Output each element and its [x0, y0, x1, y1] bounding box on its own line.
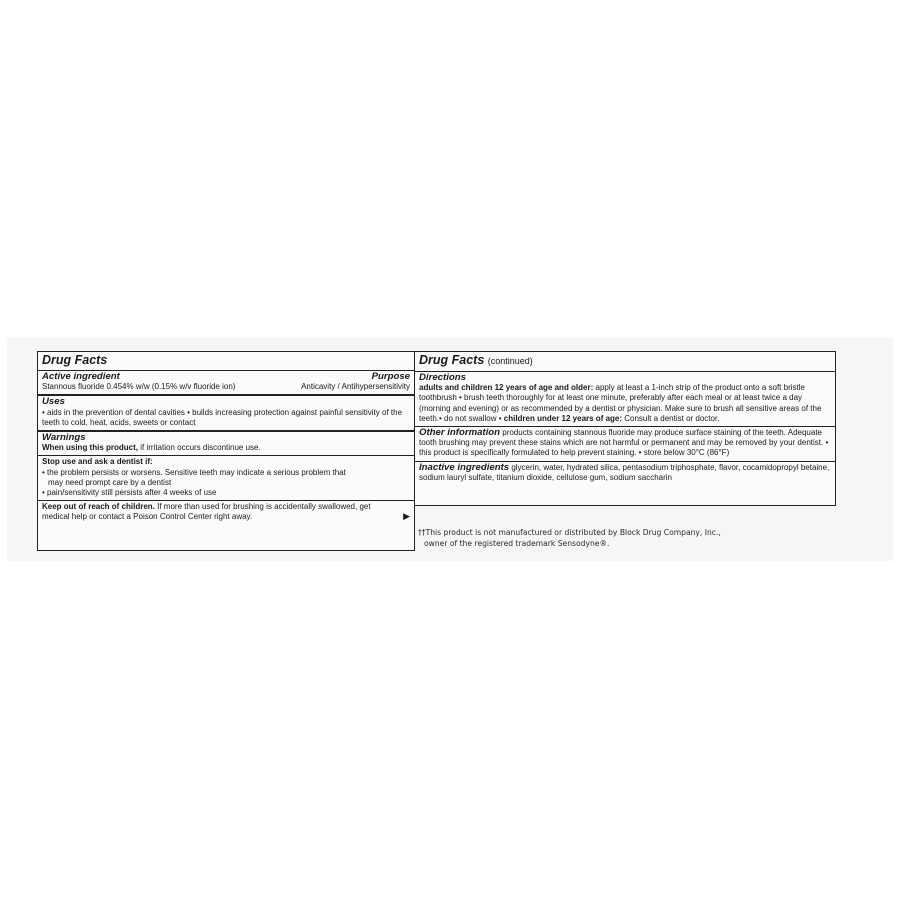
stop-use-item: • the problem persists or worsens. Sensitive teeth may indicate a serious problem that — [42, 467, 346, 477]
inactive-ingredients-text: glycerin, water, hydrated silica, pentasodium triphosphate, flavor, cocamidopropyl betaine, sodium lauryl sulfate, titanium dioxide, cellulose gum, sodium saccharin — [419, 462, 830, 482]
stop-use-section — [38, 456, 414, 501]
footnote-line: ††This product is not manufactured or distributed by Block Drug Company, Inc., — [418, 528, 721, 537]
stop-use-item: • pain/sensitivity still persists after 4 weeks of use — [42, 488, 217, 498]
stop-use-item: may need prompt care by a dentist — [48, 477, 172, 487]
continued-arrow-icon: ▶ — [403, 511, 410, 522]
keep-out-text: If more than used for brushing is accidentally swallowed, get medical help or contact a Poison Control Center right away. — [42, 502, 371, 522]
keep-out-heading: Keep out of reach of children. — [42, 502, 155, 512]
trademark-footnote — [418, 528, 828, 549]
inactive-ingredients-heading: Inactive ingredients — [419, 461, 510, 473]
drug-facts-panel — [8, 338, 892, 560]
uses-heading: Uses — [42, 396, 65, 408]
keep-out-section — [38, 501, 414, 524]
other-information-text: products containing stannous fluoride may produce surface staining of the teeth. Adequate tooth brushing may prevent these stains which are not harmful or permanent and may be removed by your dentist. • this product is specifically formulated to help prevent staining. • store below 30°C (86°F) — [419, 428, 829, 458]
inactive-ingredients-section — [415, 462, 835, 485]
other-information-section — [415, 427, 835, 462]
active-ingredient-heading: Active ingredient — [42, 371, 120, 382]
uses-section — [38, 396, 414, 432]
other-information-heading: Other information — [419, 427, 501, 439]
active-ingredient-section — [38, 371, 414, 396]
uses-text: • aids in the prevention of dental cavities • builds increasing protection against painful sensitivity of the teeth to cold, heat, acids, sweets or contact — [42, 407, 403, 427]
purpose-heading: Purpose — [371, 371, 410, 382]
drug-facts-left-box — [37, 351, 415, 551]
when-using-text: When using this product, if irritation occurs discontinue use. — [42, 443, 261, 453]
directions-section — [415, 372, 835, 427]
footnote-line: owner of the registered trademark Sensodyne®. — [424, 538, 610, 548]
directions-heading: Directions — [419, 372, 466, 383]
drug-facts-title: Drug Facts — [38, 352, 414, 371]
warnings-heading: Warnings — [42, 432, 86, 444]
directions-text: adults and children 12 years of age and older: apply at least a 1-inch strip of the product onto a soft bristle toothbrush • brush teeth thoroughly for at least one minute, preferably after each meal or at least twice a day (morning and evening) or as recommended by a dentist or physician. Make sure to brush all sensitive areas of the teeth.• do not swallow • children under 12 years of age: Consult a dentist or doctor. — [419, 383, 822, 423]
stop-use-heading: Stop use and ask a dentist if: — [42, 457, 153, 467]
warnings-section — [38, 432, 414, 456]
active-ingredient-text: Stannous fluoride 0.454% w/w (0.15% w/v fluoride ion) — [42, 382, 236, 392]
drug-facts-right-box — [414, 351, 836, 506]
purpose-text: Anticavity / Antihypersensitivity — [301, 382, 410, 392]
drug-facts-continued-title: Drug Facts (continued) — [415, 352, 835, 372]
